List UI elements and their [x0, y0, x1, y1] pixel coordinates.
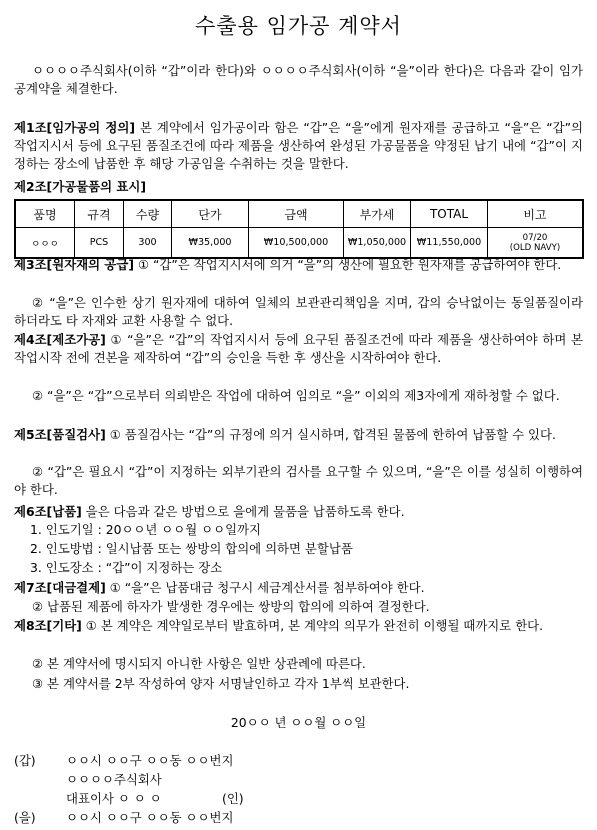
col-header: 부가세: [344, 200, 411, 228]
article-6: [14, 503, 583, 521]
party-gap-address: ㅇㅇ시 ㅇㅇ구 ㅇㅇ동 ㅇㅇ번지: [66, 753, 234, 768]
cell-vat: ₩1,050,000: [344, 228, 411, 259]
note-buyer: (OLD NAVY): [509, 242, 561, 253]
article-7-body: ① “을”은 납품대금 청구시 세금계산서를 첨부하여야 한다.: [105, 580, 425, 595]
article-3-body: ① “갑”은 작업지시서에 의거 “을”의 생산에 필요한 원자재를 공급하여야 한다.: [134, 257, 562, 272]
article-1: [14, 119, 583, 173]
article-3: [14, 256, 583, 274]
article-8-p3: ③ 본 계약서를 2부 작성하여 양자 서명날인하고 각자 1부씩 보관한다.: [32, 676, 410, 691]
article-4-heading: 제4조[제조가공]: [14, 332, 106, 347]
article-7-p2: ② 납품된 제품에 하자가 발생한 경우에는 쌍방의 합의에 의하여 결정한다.: [32, 599, 430, 614]
cell-unit-price: ₩35,000: [172, 228, 249, 259]
article-8-p2: ② 본 계약서에 명시되지 아니한 사항은 일반 상관례에 따른다.: [32, 656, 366, 671]
cell-spec: PCS: [75, 228, 124, 259]
party-gap-company: ㅇㅇㅇㅇ주식회사: [66, 772, 162, 787]
article-3-heading: 제3조[원자재의 공급]: [14, 257, 135, 272]
note-date: 07/20: [522, 232, 548, 243]
article-2-heading-text: 제2조[가공물품의 표시]: [14, 179, 146, 194]
col-header: 수량: [124, 200, 172, 228]
intro-paragraph: ㅇㅇㅇㅇ주식회사(이하 “갑”이라 한다)와 ㅇㅇㅇㅇ주식회사(이하 “을”이라 한다)은 다음과 같이 임가공계약을 체결한다.: [14, 63, 583, 96]
table-row: [15, 228, 583, 259]
col-header: 금액: [249, 200, 344, 228]
article-6-body: 을은 다음과 같은 방법으로 을에게 물품을 납품하도록 한다.: [81, 504, 405, 519]
article-5: [14, 426, 583, 444]
col-header: 규격: [75, 200, 124, 228]
goods-table: [14, 199, 584, 259]
cell-note: [488, 228, 584, 259]
col-header: 단가: [172, 200, 249, 228]
party-eul-address: ㅇㅇ시 ㅇㅇ구 ㅇㅇ동 ㅇㅇ번지: [66, 810, 234, 825]
article-1-heading: 제1조[임가공의 정의]: [14, 120, 136, 135]
article-6-heading: 제6조[납품]: [14, 504, 82, 519]
article-4-p2: ② “을”은 “갑”으로부터 의뢰받은 작업에 대하여 임의로 “을” 이외의 제3자에게 재하청할 수 없다.: [32, 388, 560, 403]
cell-total: ₩11,550,000: [411, 228, 488, 259]
party-gap-label: (갑): [14, 753, 36, 768]
party-eul-label: (을): [14, 810, 36, 825]
delivery-item: 1. 인도기일 : 20ㅇㅇ년 ㅇㅇ월 ㅇㅇ일까지: [30, 522, 261, 537]
article-4: [14, 331, 583, 367]
party-gap-seal: (인): [222, 791, 244, 806]
document-title: 수출용 임가공 계약서: [195, 14, 402, 38]
cell-item: ㅇㅇㅇ: [15, 228, 75, 259]
article-8-heading: 제8조[기타]: [14, 618, 82, 633]
article-1-body: 본 계약에서 임가공이라 함은 “갑”은 “을”에게 원자재를 공급하고 “을”은 “갑”의 작업지시서 등에 요구된 품질조건에 따라 제품을 생산하여 완성된 가공물품을 약정된 납기 내에 “갑”이 지정하는 장소에 납품한 후 해당 가공임을 수취하는 것을 말한다.: [14, 120, 583, 171]
article-8: [14, 617, 583, 635]
cell-amount: ₩10,500,000: [249, 228, 344, 259]
col-header: TOTAL: [411, 200, 488, 228]
article-5-body: ① 품질검사는 “갑”의 규정에 의거 실시하며, 합격된 물품에 한하여 납품할 수 있다.: [105, 427, 556, 442]
article-7: [14, 579, 583, 597]
article-8-body: ① 본 계약은 계약일로부터 발효하며, 본 계약의 의무가 완전히 이행될 때까지로 한다.: [81, 618, 544, 633]
table-header-row: [15, 200, 583, 228]
article-4-body: ① “을”은 “갑”의 작업지시서 등에 요구된 품질조건에 따라 제품을 생산하여야 하며 본 작업시작 전에 견본을 제작하여 “갑”의 승인을 득한 후 생산을 시작하여야 한다.: [14, 332, 583, 365]
article-5-p2: ② “갑”은 필요시 “갑”이 지정하는 외부기관의 검사를 요구할 수 있으며, “을”은 이를 성실히 이행하여야 한다.: [14, 464, 583, 497]
article-5-heading: 제5조[품질검사]: [14, 427, 106, 442]
article-2-heading: [14, 178, 583, 196]
delivery-item: 2. 인도방법 : 일시납품 또는 쌍방의 합의에 의하면 분할납품: [30, 541, 353, 556]
col-header: 비고: [488, 200, 584, 228]
article-3-p2: ② “을”은 인수한 상기 원자재에 대하여 일체의 보관관리책임을 지며, 갑의 승낙없이는 동일품질이라 하더라도 타 자재와 교환 사용할 수 없다.: [14, 295, 583, 328]
cell-qty: 300: [124, 228, 172, 259]
contract-date: 20ㅇㅇ 년 ㅇㅇ월 ㅇㅇ일: [230, 715, 367, 730]
col-header: 품명: [15, 200, 75, 228]
party-gap-ceo: 대표이사 ㅇ ㅇ ㅇ: [66, 791, 162, 806]
article-7-heading: 제7조[대금결제]: [14, 580, 106, 595]
delivery-item: 3. 인도장소 : “갑”이 지정하는 장소: [30, 560, 223, 575]
